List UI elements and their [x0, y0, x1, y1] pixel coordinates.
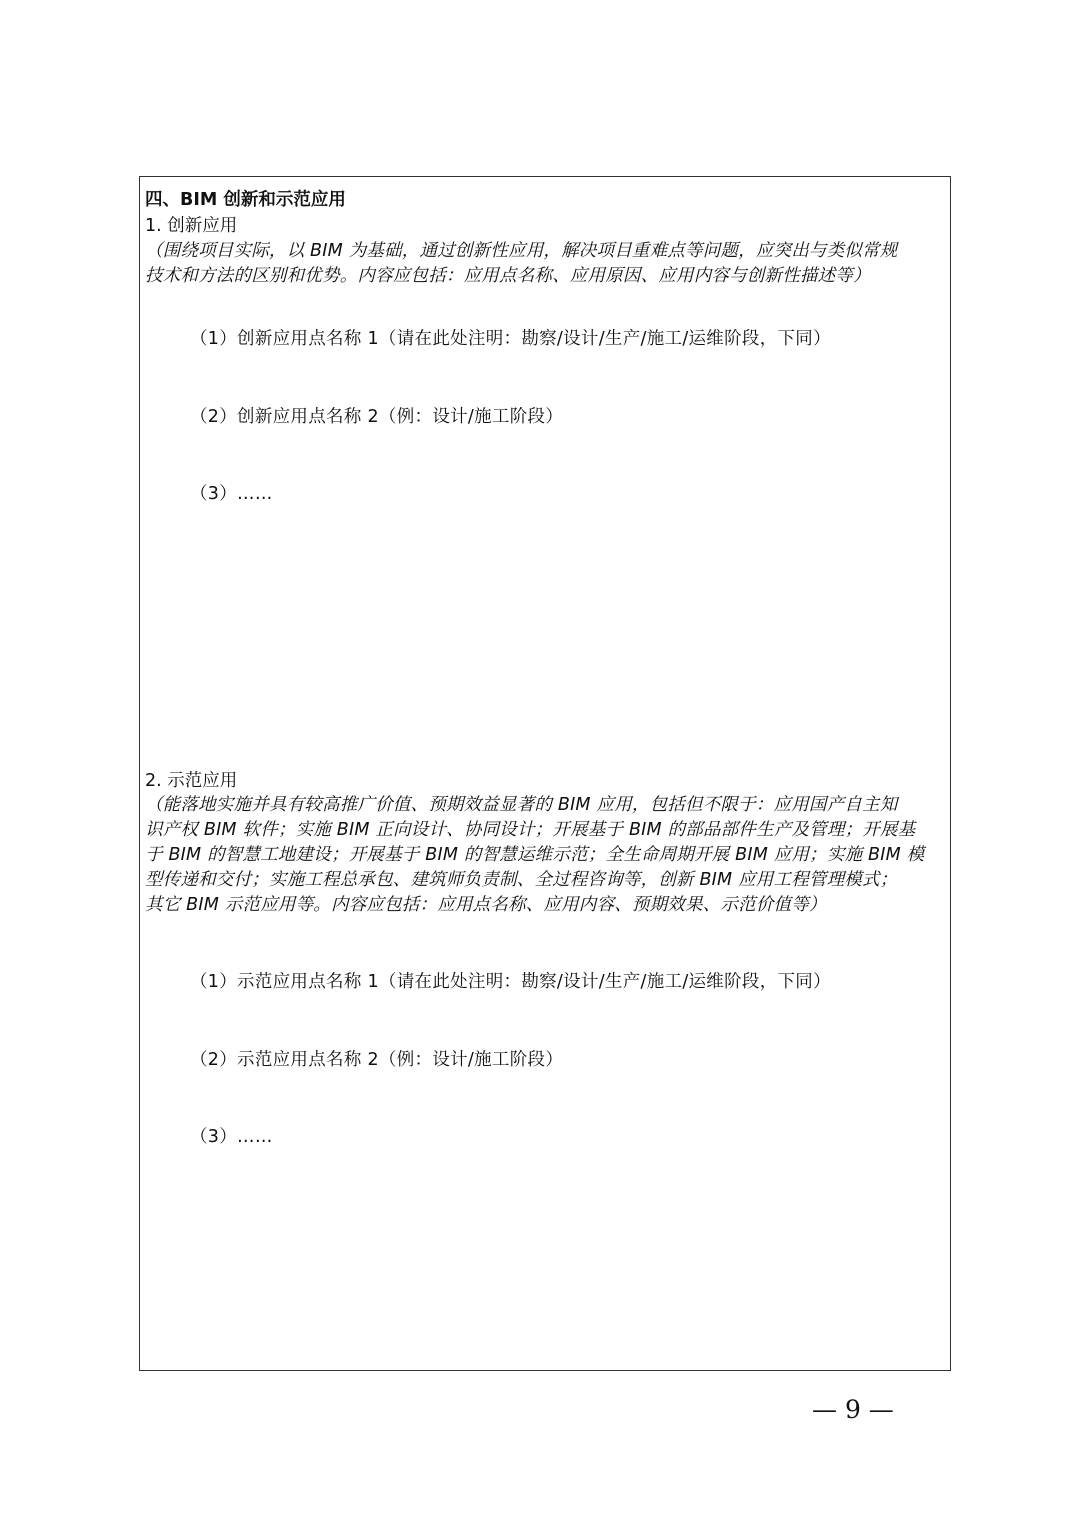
page-number: — 9 — [812, 1395, 894, 1424]
demonstration-item: （3）…… [190, 1127, 273, 1147]
innovation-item: （3）…… [190, 484, 273, 504]
demonstration-note-line: 型传递和交付；实施工程总承包、建筑师负责制、全过程咨询等，创新 BIM 应用工程管理模式； [145, 870, 898, 890]
demonstration-note-line: （能落地实施并具有较高推广价值、预期效益显著的 BIM 应用，包括但不限于：应用国产自主知 [145, 795, 898, 815]
innovation-item: （2）创新应用点名称 2（例：设计/施工阶段） [190, 407, 564, 427]
demonstration-note-line: 于 BIM 的智慧工地建设；开展基于 BIM 的智慧运维示范；全生命周期开展 BIM 应用；实施 BIM 模 [145, 845, 925, 865]
innovation-title: 1. 创新应用 [145, 216, 238, 236]
innovation-note-line: （围绕项目实际，以 BIM 为基础，通过创新性应用，解决项目重难点等问题，应突出与类似常规 [145, 241, 898, 261]
demonstration-title: 2. 示范应用 [145, 771, 238, 791]
form-table-border [139, 176, 951, 1371]
demonstration-note-line: 其它 BIM 示范应用等。内容应包括：应用点名称、应用内容、预期效果、示范价值等） [145, 895, 827, 915]
demonstration-item: （1）示范应用点名称 1（请在此处注明：勘察/设计/生产/施工/运维阶段，下同） [190, 972, 831, 992]
section-heading: 四、BIM 创新和示范应用 [145, 190, 346, 210]
innovation-note-line: 技术和方法的区别和优势。内容应包括：应用点名称、应用原因、应用内容与创新性描述等） [145, 266, 871, 286]
demonstration-item: （2）示范应用点名称 2（例：设计/施工阶段） [190, 1050, 564, 1070]
demonstration-note-line: 识产权 BIM 软件；实施 BIM 正向设计、协同设计；开展基于 BIM 的部品部件生产及管理；开展基 [145, 820, 916, 840]
innovation-item: （1）创新应用点名称 1（请在此处注明：勘察/设计/生产/施工/运维阶段，下同） [190, 329, 831, 349]
